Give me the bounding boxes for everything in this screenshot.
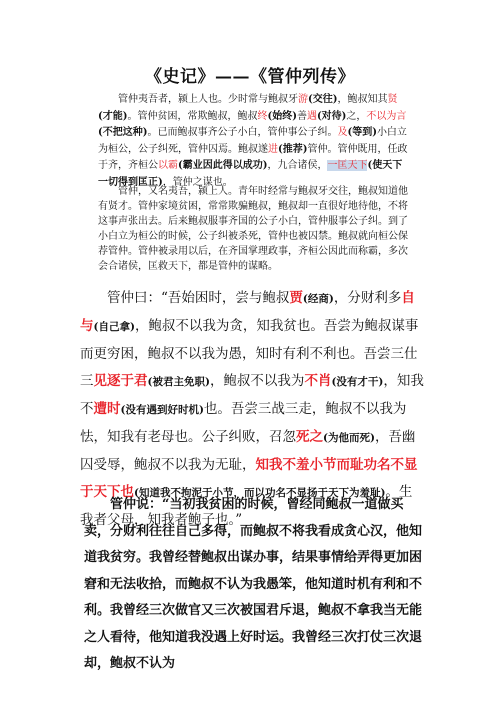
text-segment: 也。吾尝三战三走，鲍叔不以我为怯，知我有老母也。公子纠败，召忽 — [80, 401, 407, 445]
keyword: 进 — [268, 143, 278, 155]
annotation: (始终) — [267, 110, 297, 122]
keyword: 不以为言 — [366, 110, 407, 122]
text-segment: ，九合诸侯， — [267, 160, 328, 171]
keyword: 贤 — [387, 94, 398, 105]
keyword: 不肖 — [304, 373, 332, 389]
annotation: (经商) — [302, 293, 334, 305]
text-segment: 小白立为桓公，公子纠死，管仲囚焉。鲍叔遂 — [98, 127, 407, 155]
keyword: 自与 — [80, 290, 415, 334]
annotation: (等到) — [347, 127, 377, 138]
text-segment: 。管仲贫困，常欺鲍叔，鲍叔 — [127, 110, 258, 122]
annotation: (霸业因此得以成功) — [178, 160, 268, 171]
text-segment: 管仲曰：“吾始困时，尝与鲍叔 — [107, 290, 290, 306]
annotation: (才能) — [98, 110, 128, 122]
text-segment: 之， — [346, 110, 367, 122]
text-segment: ，鲍叔知其 — [337, 94, 388, 105]
text-segment: 管仲夷吾者，颍上人也。少时常与鲍叔牙 — [118, 94, 298, 105]
keyword: 及 — [337, 127, 348, 138]
text-segment: ，吾幽囚受辱，鲍叔不以我为无耻， — [80, 429, 416, 473]
keyword: 以霸 — [158, 160, 178, 171]
text-segment: ，管仲之谋也。 — [162, 176, 233, 188]
annotation: (交往) — [308, 94, 338, 105]
original-text-paragraph — [98, 92, 408, 191]
annotation: (不把这种) — [98, 127, 148, 138]
annotation: (自己拿) — [93, 321, 135, 333]
keyword: 贾 — [289, 290, 303, 306]
keyword: 知我不羞小节而耻功名不显于天下也 — [80, 457, 418, 500]
annotation: (为他而死) — [323, 432, 375, 444]
annotation: (知道我不拘泥于小节，而以功名不显扬于天下为羞耻) — [134, 487, 386, 499]
text-segment: 善 — [296, 110, 307, 122]
keyword: 游 — [298, 94, 308, 105]
annotation: (没有才干) — [331, 376, 384, 388]
page-title: 《史记》——《管仲列传》 — [145, 67, 355, 87]
translation-paragraph: 管仲，又名夷吾，颍上人。青年时经常与鲍叔牙交往，鲍叔知道他有贤才。管仲家境贫困，常常欺骗鲍叔，鲍叔却一直很好地待他，不将这事声张出去。后来鲍叔服事齐国的公子小白，管仲服事公子纠。到了小白立为桓公的时候，公子纠被杀死，管仲也被囚禁。鲍叔就向桓公保荐管仲。管仲被录用以后，在齐国掌理政事，齐桓公因此而称霸，多次会合诸侯，匡救天下，都是管仲的谋略。 — [98, 186, 408, 272]
keyword: 遇 — [306, 110, 317, 122]
annotation: (推荐) — [278, 143, 308, 155]
keyword: 终 — [257, 110, 268, 122]
text-segment: ，分财利多 — [333, 290, 402, 306]
annotation: (没有遇到好时机) — [120, 404, 204, 416]
keyword: 见逐于君 — [93, 373, 148, 389]
text-segment: 管仲。管仲既用，任政于齐，齐桓公 — [98, 143, 408, 171]
annotation: (对待) — [316, 110, 347, 122]
text-segment: ，鲍叔不以我为贪，知我贫也。吾尝为鲍叔谋事而更穷困，鲍叔不以我为愚，知时有利不利也。吾尝三仕三 — [80, 318, 419, 389]
keyword: 遭时 — [93, 401, 121, 417]
annotation: (使天下一切得到匡正) — [98, 160, 403, 188]
text-segment: 。生我者父母，知我者鲍子也。” — [80, 484, 413, 528]
text-segment: ，知我不 — [80, 373, 424, 417]
text-segment: ，鲍叔不以我为 — [209, 373, 305, 389]
text-segment: 。已而鲍叔事齐公子小白，管仲事公子纠。 — [147, 127, 338, 138]
modern-translation-paragraph: 管仲说：“当初我贫困的时候，曾经同鲍叔一道做买卖，分财利往往自己多得，而鲍叔不将我看成贪心汉，他知道我贫穷。我曾经替鲍叔出谋办事，结果事情给弄得更加困窘和无法收拾，而鲍叔不认为我愚笨，他知道时机有利和不利。我曾经三次做官又三次被国君斥退，鲍叔不拿我当无能之人看待，他知道我没遇上好时运。我曾经三次打仗三次退却，鲍叔不认为 — [84, 497, 423, 671]
annotation: (被君主免职) — [147, 376, 210, 388]
keyword: 一匡天下 — [327, 160, 368, 171]
keyword: 死之 — [296, 429, 323, 445]
